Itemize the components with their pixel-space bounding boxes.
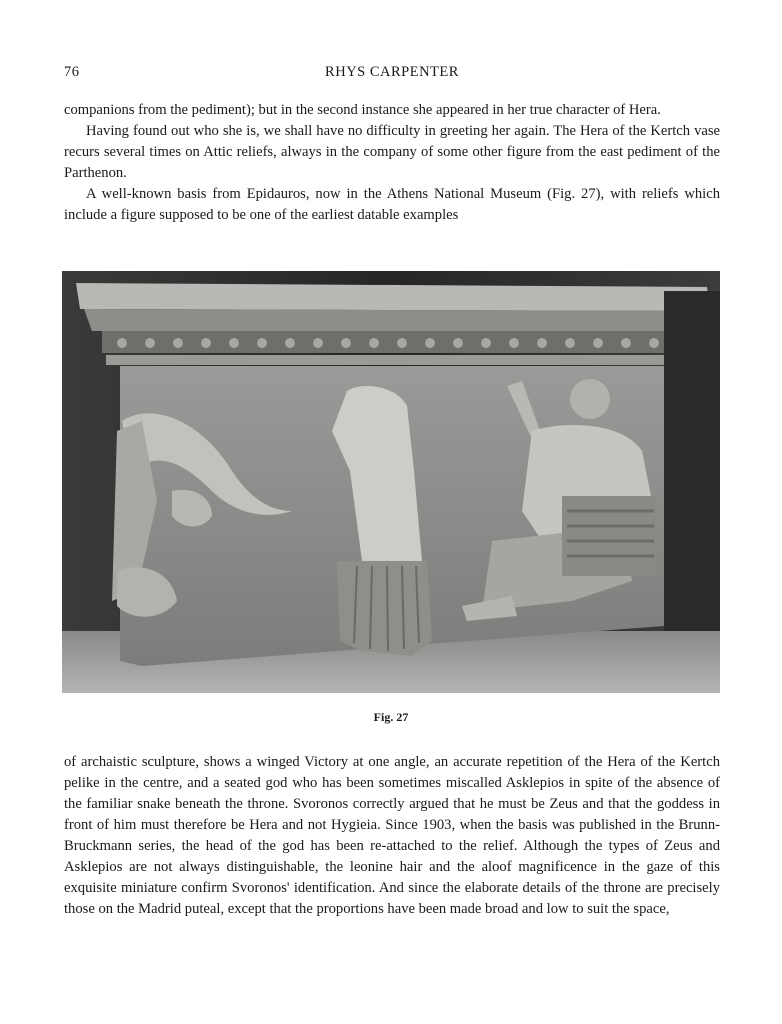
body-text-bottom [64,752,720,920]
paragraph: A well-known basis from Epidauros, now in the Athens National Museum (Fig. 27), with reliefs which include a figure supposed to be one of the earliest datable examples [64,186,720,223]
paragraph: Having found out who she is, we shall have no difficulty in greeting her again. The Hera of the Kertch vase recurs several times on Attic reliefs, always in the company of some other figure from the east pediment of the Parthenon. [64,123,720,181]
figure-caption: Fig. 27 [373,710,409,724]
paragraph: companions from the pediment); but in the second instance she appeared in her true character of Hera. [64,102,661,118]
paragraph: of archaistic sculpture, shows a winged Victory at one angle, an accurate repetition of the Hera of the Kertch pelike in the centre, and a seated god who has been sometimes miscalled Asklepios in spite of the absence of the familiar snake beneath the throne. Svoronos correctly argued that he must be Zeus and that the goddess in front of him must therefore be Hera and not Hygieia. Since 1903, when the basis was published in the Brunn-Bruckmann series, the head of the god has been re-attached to the relief. Although the types of Zeus and Asklepios are not always distinguishable, the leonine hair and the aloof magnificence in the gaze of this exquisite miniature confirm Svoronos' identification. And since the elaborate details of the throne are precisely those on the Madrid puteal, except that the proportions have been made broad and low to suit the space, [64,754,720,917]
running-head: RHYS CARPENTER [325,64,459,80]
figure-relief-photograph [62,271,720,693]
page-number: 76 [64,64,80,80]
page-header [64,64,720,84]
body-text-top [64,100,720,226]
relief-image [62,271,720,693]
